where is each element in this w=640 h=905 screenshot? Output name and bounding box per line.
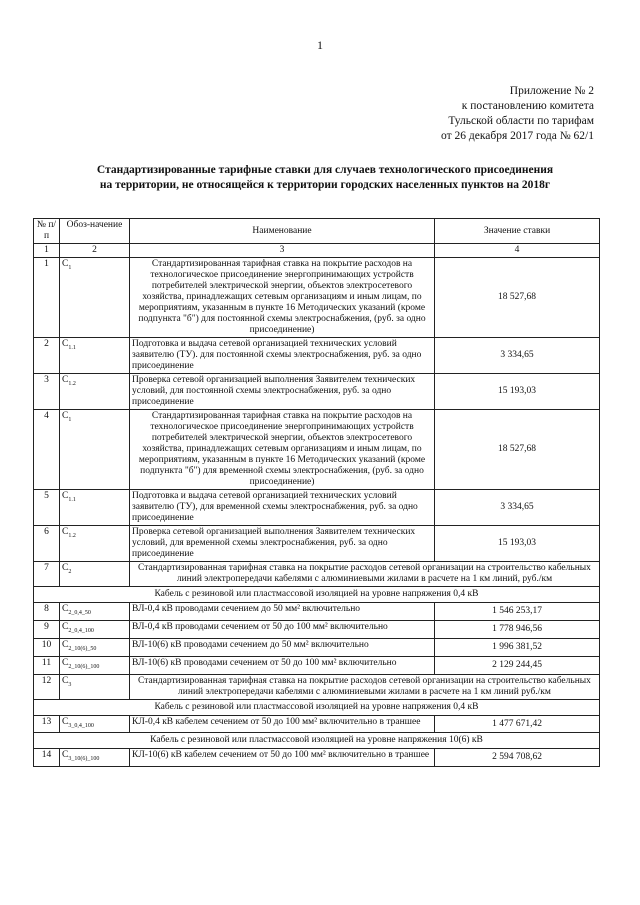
table-row [34,374,600,410]
row-number: 13 [34,715,60,733]
table-row [34,258,600,338]
row-code-subscript: 2_0,4_50 [68,609,91,616]
index-cell: 4 [435,244,600,258]
row-code-letter: C [62,621,69,632]
row-code [60,620,130,638]
row-value: 3 334,65 [435,490,600,526]
index-cell: 3 [130,244,435,258]
appendix-line-3: Тульской области по тарифам [448,115,594,127]
row-number: 9 [34,620,60,638]
row-value: 18 527,68 [435,258,600,338]
header-name: Наименование [130,219,435,244]
row-code-letter: C [62,675,69,686]
row-code-letter: C [62,339,69,349]
row-code-subscript: 3_10(6)_100 [68,756,100,763]
row-code-subscript: 1 [68,264,72,271]
row-code [60,562,130,587]
row-name: Стандартизированная тарифная ставка на покрытие расходов на технологическое присоединение энергопринимающих устройств потребителей электрической энергии, объектов электросетевого хозяйства, принадлежащих сетевым организациям и иным лицам, по мероприятиям, указанным в пункте 16 Методических указаний (кроме подпункта "б") для постоянной схемы электроснабжения, (руб. за одно присоединение) [130,258,435,338]
row-code-letter: C [62,750,69,761]
row-code-letter: C [62,375,69,385]
row-value: 18 527,68 [435,410,600,490]
header-value: Значение ставки [435,219,600,244]
row-code [60,749,130,767]
row-value: 1 546 253,17 [435,603,600,621]
row-code-subscript: 2_0,4_100 [68,627,94,634]
row-code-letter: C [62,527,69,537]
table-row [34,715,600,733]
table-row [34,526,600,562]
section-row [34,699,600,715]
row-code [60,374,130,410]
table-row [34,620,600,638]
row-code-letter: C [62,657,69,668]
row-code-subscript: 3 [68,681,72,688]
row-number: 2 [34,338,60,374]
row-number: 8 [34,603,60,621]
row-code [60,258,130,338]
row-number: 4 [34,410,60,490]
row-name: ВЛ-0,4 кВ проводами сечением до 50 мм² включительно [130,603,435,621]
row-code-subscript: 1.1 [68,496,76,503]
row-value: 15 193,03 [435,526,600,562]
section-label: Кабель с резиновой или пластмассовой изоляцией на уровне напряжения 0,4 кВ [34,587,600,603]
table-row [34,410,600,490]
row-name: Подготовка и выдача сетевой организацией технических условий заявителю (ТУ). для постоянной схемы электроснабжения, руб. за одно присоединение [130,338,435,374]
row-code-letter: C [62,639,69,650]
page-number: 1 [317,38,323,52]
row-name: Стандартизированная тарифная ставка на покрытие расходов сетевой организации на строительство кабельных линий электропередачи кабелями с алюминиевыми жилами в расчете на 1 км линий руб./км [130,674,600,699]
row-name: ВЛ-10(6) кВ проводами сечением от 50 до 100 мм² включительно [130,656,435,674]
row-name: ВЛ-10(6) кВ проводами сечением до 50 мм² включительно [130,638,435,656]
table-header-row [34,219,600,244]
index-cell: 1 [34,244,60,258]
row-code-letter: C [62,259,69,269]
row-code [60,338,130,374]
appendix-line-2: к постановлению комитета [461,100,594,112]
row-number: 5 [34,490,60,526]
section-row [34,733,600,749]
row-number: 6 [34,526,60,562]
row-name: КЛ-0,4 кВ кабелем сечением от 50 до 100 мм² включительно в траншее [130,715,435,733]
table-row [34,490,600,526]
appendix-line-4: от 26 декабря 2017 года № 62/1 [441,130,594,142]
row-code [60,490,130,526]
section-label: Кабель с резиновой или пластмассовой изоляцией на уровне напряжения 0,4 кВ [34,699,600,715]
table-row [34,638,600,656]
row-code [60,638,130,656]
header-code: Обоз-начение [60,219,130,244]
row-code [60,410,130,490]
row-code [60,603,130,621]
row-value: 1 996 381,52 [435,638,600,656]
index-cell: 2 [60,244,130,258]
row-code-letter: C [62,716,69,727]
row-name: Стандартизированная тарифная ставка на покрытие расходов на технологическое присоединение энергопринимающих устройств потребителей электрической энергии, объектов электросетевого хозяйства, принадлежащих сетевым организациям и иным лицам, по мероприятиям, указанным в пункте 16 Методических указаний (кроме подпункта "б") для временной схемы электроснабжения, (руб. за одно присоединение) [130,410,435,490]
tariff-table [33,218,600,767]
row-code [60,656,130,674]
row-number: 3 [34,374,60,410]
row-code-subscript: 1 [68,416,72,423]
row-number: 12 [34,674,60,699]
row-name: ВЛ-0,4 кВ проводами сечением от 50 до 100 мм² включительно [130,620,435,638]
row-code [60,715,130,733]
row-code-subscript: 2 [68,568,72,575]
row-value: 3 334,65 [435,338,600,374]
table-row [34,562,600,587]
row-number: 7 [34,562,60,587]
table-row [34,603,600,621]
row-number: 1 [34,258,60,338]
table-row [34,656,600,674]
row-code-letter: C [62,563,69,573]
row-code [60,674,130,699]
row-code-subscript: 1.1 [68,344,76,351]
row-number: 14 [34,749,60,767]
header-num: № п/п [34,219,60,244]
row-value: 2 129 244,45 [435,656,600,674]
row-name: КЛ-10(6) кВ кабелем сечением от 50 до 100 мм² включительно в траншее [130,749,435,767]
row-value: 1 778 946,56 [435,620,600,638]
row-value: 1 477 671,42 [435,715,600,733]
row-code-subscript: 1.2 [68,532,76,539]
table-row [34,674,600,699]
document-title: Стандартизированные тарифные ставки для случаев технологического присоединения на территории, не относящейся к территории городских населенных пунктов на 2018г [96,164,554,191]
row-code-letter: C [62,604,69,614]
row-code-subscript: 2_10(6)_50 [68,645,97,652]
row-number: 10 [34,638,60,656]
row-name: Подготовка и выдача сетевой организацией технических условий заявителю (ТУ), для временной схемы электроснабжения, руб. за одно присоединение [130,490,435,526]
row-code [60,526,130,562]
row-name: Проверка сетевой организацией выполнения Заявителем технических условий, для постоянной схемы электроснабжения, руб. за одно присоединение [130,374,435,410]
section-row [34,587,600,603]
row-code-subscript: 2_10(6)_100 [68,663,100,670]
section-label: Кабель с резиновой или пластмассовой изоляцией на уровне напряжения 10(6) кВ [34,733,600,749]
table-row [34,338,600,374]
row-name: Проверка сетевой организацией выполнения Заявителем технических условий, для временной схемы электроснабжения, руб. за одно присоединение [130,526,435,562]
table-row [34,749,600,767]
row-code-subscript: 3_0,4_100 [68,722,94,729]
row-value: 2 594 708,62 [435,749,600,767]
index-row [34,244,600,258]
appendix-line-1: Приложение № 2 [509,85,594,97]
row-name: Стандартизированная тарифная ставка на покрытие расходов сетевой организации на строительство кабельных линий электропередачи кабелями с алюминиевыми жилами в расчете на 1 км линий, руб./км [130,562,600,587]
row-code-letter: C [62,411,69,421]
row-code-letter: C [62,491,69,501]
appendix-note [441,84,594,144]
row-value: 15 193,03 [435,374,600,410]
row-number: 11 [34,656,60,674]
row-code-subscript: 1.2 [68,380,76,387]
